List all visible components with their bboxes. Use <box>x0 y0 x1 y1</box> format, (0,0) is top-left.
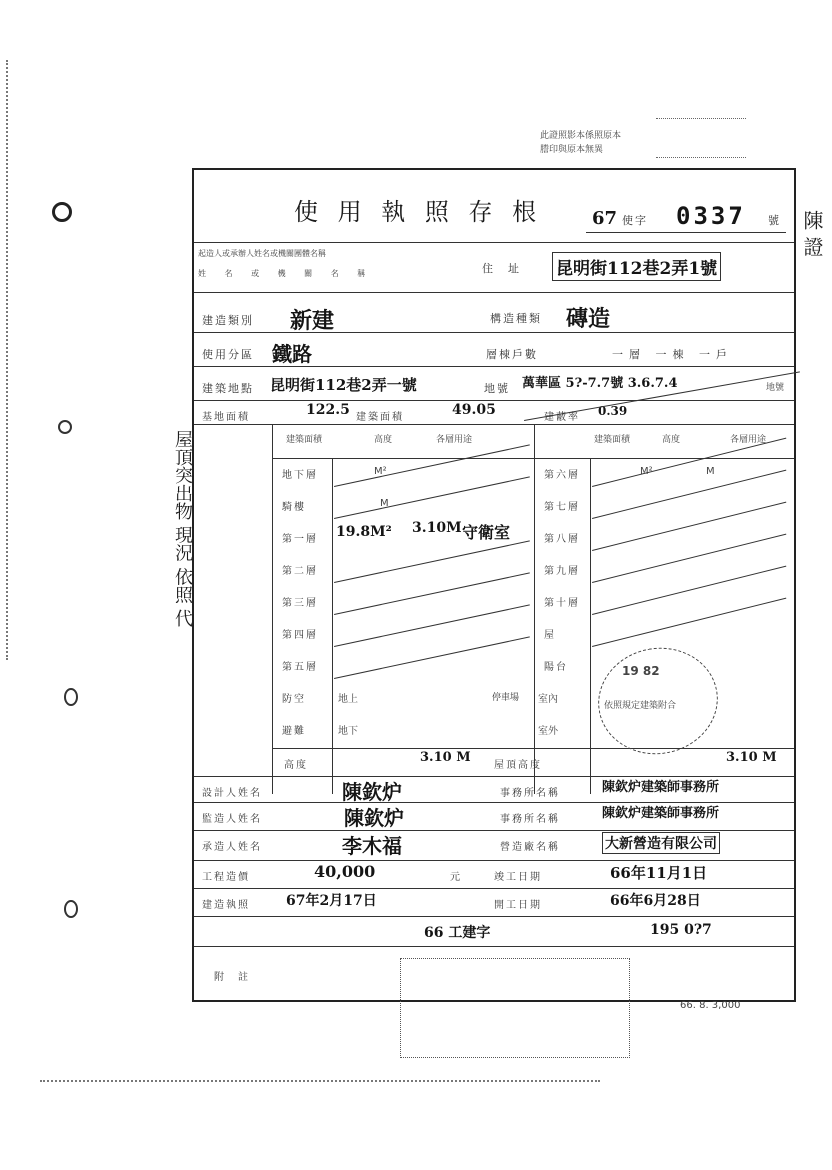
completion-label: 竣工日期 <box>494 872 542 883</box>
floor-8: 第八層 <box>544 534 580 545</box>
floor-refuge: 避難 <box>282 726 306 737</box>
left-side-note: 屋頂突出物 現況 依照 代 <box>172 430 193 628</box>
permit-number-right: 195 0?7 <box>650 922 712 938</box>
floor-9: 第九層 <box>544 566 580 577</box>
stamp-detail: 19 82 <box>622 664 660 678</box>
structure-value: 磚造 <box>566 306 611 332</box>
start-label: 開工日期 <box>494 900 542 911</box>
lot-value: 萬華區 5?-7.7號 3.6.7.4 <box>522 376 678 391</box>
applicant-header-1: 起造人或承辦人姓名或機關團體名稱 <box>198 249 326 258</box>
floor-4: 第四層 <box>282 630 318 641</box>
site-area-value: 122.5 <box>306 402 350 418</box>
col-header-use-r: 各層用途 <box>730 435 767 445</box>
supervisor-label: 監造人姓名 <box>202 814 262 825</box>
contractor-firm-value: 大新營造有限公司 <box>602 832 720 854</box>
supervisor-value: 陳欽炉 <box>344 806 404 830</box>
designer-value: 陳欽炉 <box>342 780 402 804</box>
building-area-value: 49.05 <box>452 402 496 418</box>
roof-height-value: 3.10 M <box>726 750 777 765</box>
indoor: 室內 <box>538 694 558 705</box>
coverage-value: 0.39 <box>598 404 628 418</box>
unit-m2-left: M² <box>374 466 387 477</box>
floor-basement: 地下層 <box>282 470 318 481</box>
designer-label: 設計人姓名 <box>202 788 262 799</box>
site-area-label: 基地面積 <box>202 412 250 423</box>
doc-no-label: 使字 <box>622 214 648 227</box>
col-header-use: 各層用途 <box>436 435 473 445</box>
use-label: 使用分區 <box>202 348 254 361</box>
structure-label: 構造種類 <box>490 312 542 325</box>
binder-hole <box>52 202 72 222</box>
total-height-value: 3.10 M <box>420 750 471 765</box>
col-header-area-r: 建築面積 <box>594 435 631 445</box>
floor-arcade: 騎樓 <box>282 502 306 513</box>
floor-5: 第五層 <box>282 662 318 673</box>
right-side-marks: 陳 證 <box>800 210 824 257</box>
shelter-below: 地下 <box>338 726 358 737</box>
corner-notice-line2: 謄印與原本無異 <box>540 145 604 155</box>
footer-code: 66. 8. 3,000 <box>680 1000 741 1011</box>
floor-2: 第二層 <box>282 566 318 577</box>
binder-hole <box>64 900 78 918</box>
floor-1: 第一層 <box>282 534 318 545</box>
location-label: 建築地點 <box>202 382 254 395</box>
col-header-height-r: 高度 <box>662 435 681 445</box>
units-value: 一層 一棟 一戶 <box>612 348 733 361</box>
building-area-label: 建築面積 <box>356 412 404 423</box>
permit-label: 建造執照 <box>202 900 250 911</box>
doc-year: 67 <box>592 208 618 229</box>
seal-stamp <box>400 958 630 1058</box>
roof-height-label: 屋頂高度 <box>494 760 542 771</box>
contractor-firm-label: 營造廠名稱 <box>500 842 560 853</box>
doc-number: 0337 <box>676 202 746 230</box>
contractor-label: 承造人姓名 <box>202 842 262 853</box>
contractor-value: 李木福 <box>342 834 402 858</box>
doc-no-suffix: 號 <box>768 214 781 227</box>
permit-value: 67年2月17日 <box>286 893 377 909</box>
unit-m-left: M <box>380 498 389 509</box>
floor1-use: 守衛室 <box>462 523 511 542</box>
floor-roof: 屋 <box>544 630 556 641</box>
cost-unit: 元 <box>450 872 462 883</box>
total-height-label: 高度 <box>284 760 308 771</box>
construction-type-value: 新建 <box>290 308 335 334</box>
completion-value: 66年11月1日 <box>610 864 708 882</box>
unit-m-right: M <box>706 466 715 477</box>
floor1-area: 19.8M² <box>336 524 392 540</box>
lot-suffix: 地號 <box>766 383 785 393</box>
binder-hole <box>64 688 78 706</box>
supervisor-office-label: 事務所名稱 <box>500 814 560 825</box>
left-scan-edge <box>6 60 14 660</box>
floor-7: 第七層 <box>544 502 580 513</box>
floor-balcony: 陽台 <box>544 662 568 673</box>
lot-label: 地號 <box>484 382 510 395</box>
floor-6: 第六層 <box>544 470 580 481</box>
bottom-scan-edge <box>40 1080 600 1082</box>
applicant-header-2: 姓 名 或 機 關 名 稱 <box>198 269 374 278</box>
start-value: 66年6月28日 <box>610 893 701 909</box>
floor-10: 第十層 <box>544 598 580 609</box>
units-label: 層棟戶數 <box>486 348 538 361</box>
col-header-area: 建築面積 <box>286 435 323 445</box>
supervisor-office-value: 陳欽炉建築師事務所 <box>602 806 720 821</box>
use-value: 鐵路 <box>272 342 312 366</box>
corner-notice-scribble <box>656 118 746 158</box>
designer-office-value: 陳欽炉建築師事務所 <box>602 780 720 795</box>
floor-parking: 停車場 <box>492 693 520 703</box>
location-value: 昆明街112巷2弄一號 <box>270 376 417 394</box>
cost-value: 40,000 <box>314 862 376 881</box>
construction-type-label: 建造類別 <box>202 314 254 327</box>
stamp-note: 依照規定建築附合 <box>604 701 677 711</box>
remarks-label: 附 註 <box>214 972 250 983</box>
designer-office-label: 事務所名稱 <box>500 788 560 799</box>
unit-m2-right: M² <box>640 466 653 477</box>
outdoor: 室外 <box>538 726 558 737</box>
coverage-label: 建蔽率 <box>544 412 580 423</box>
corner-notice-line1: 此證照影本係照原本 <box>540 131 622 141</box>
shelter-above: 地上 <box>338 694 358 705</box>
floor1-height: 3.10M <box>412 520 462 536</box>
floor-shelter: 防空 <box>282 694 306 705</box>
form-title: 使 用 執 照 存 根 <box>294 198 543 226</box>
permit-number-left: 66 工建字 <box>424 925 491 941</box>
binder-hole <box>58 420 72 434</box>
address-label: 住 址 <box>482 262 521 275</box>
permit-form <box>192 168 796 1002</box>
address-value: 昆明街112巷2弄1號 <box>552 252 721 281</box>
cost-label: 工程造價 <box>202 872 250 883</box>
col-header-height: 高度 <box>374 435 393 445</box>
floor-3: 第三層 <box>282 598 318 609</box>
